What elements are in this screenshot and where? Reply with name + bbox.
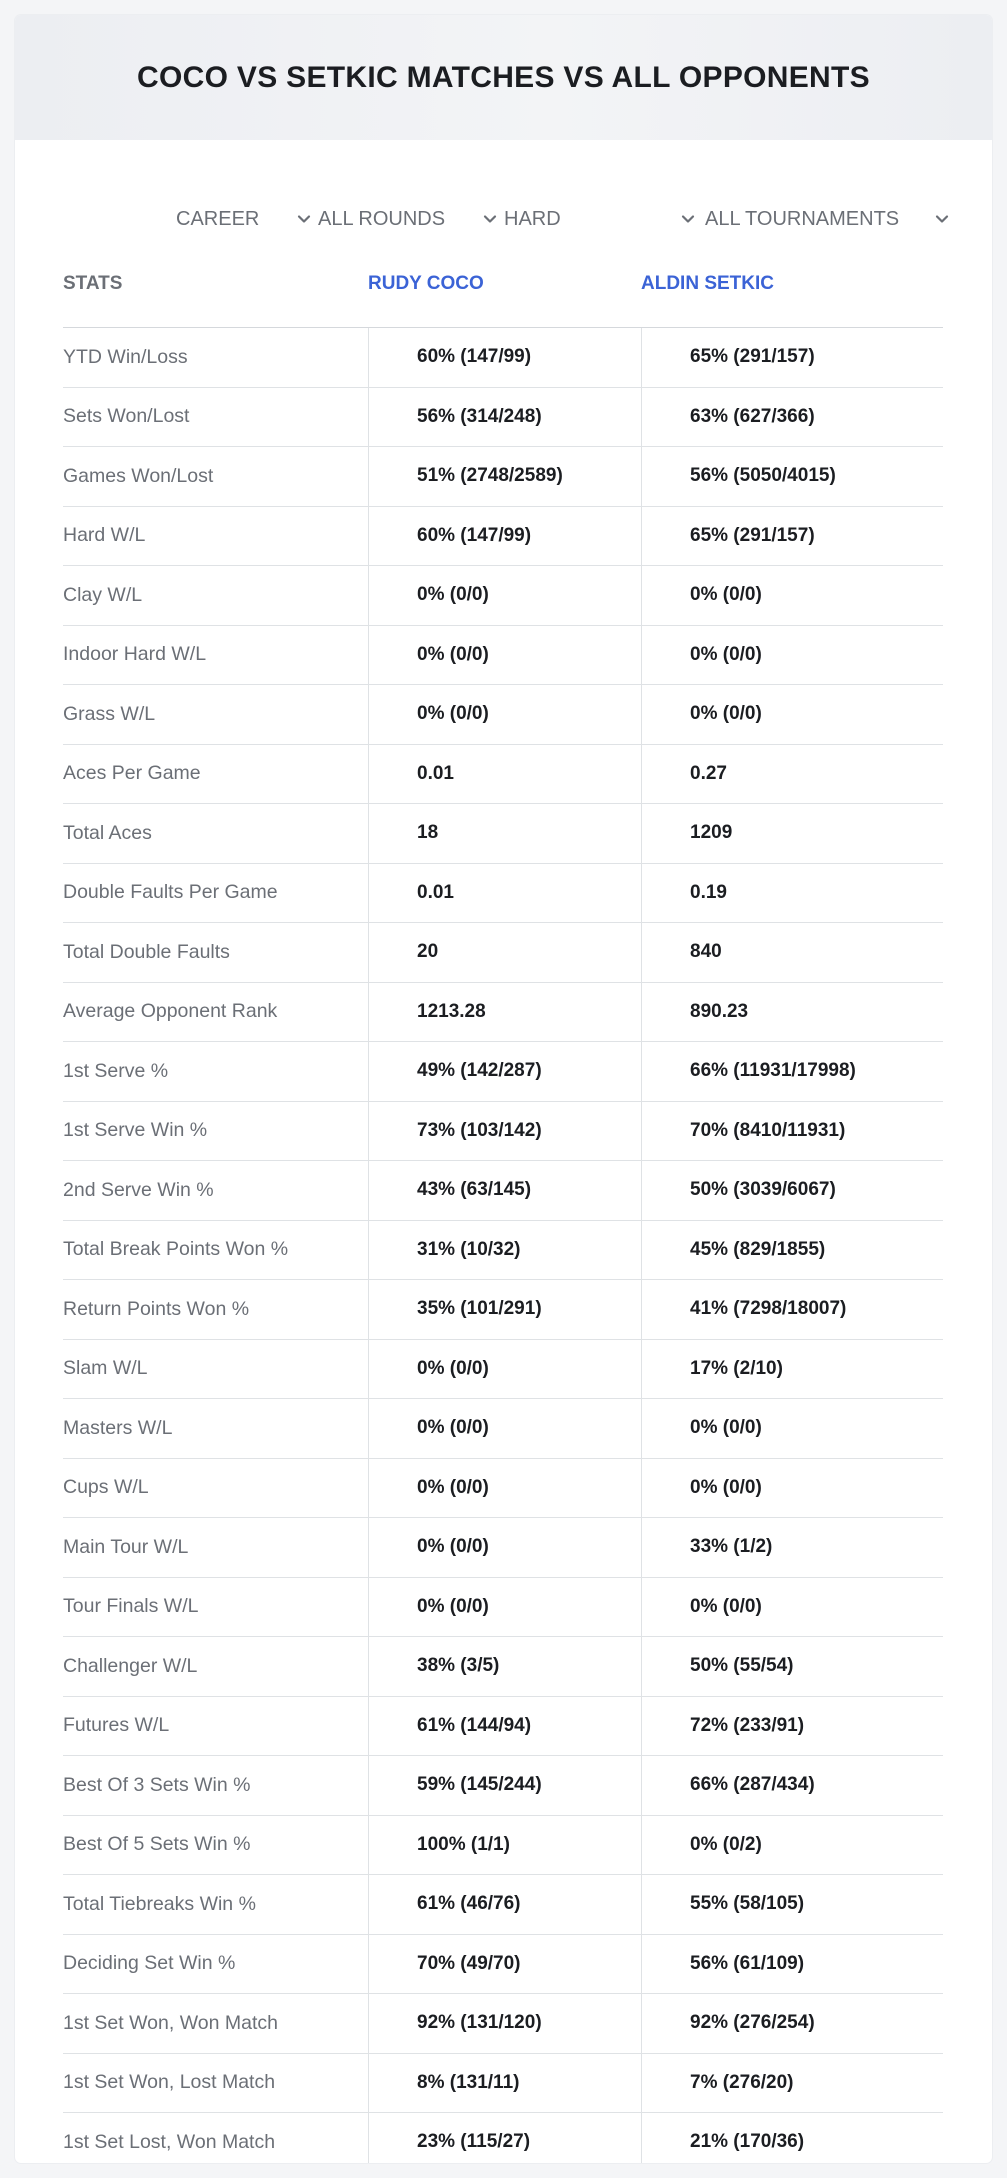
player1-value: 0% (0/0) bbox=[368, 1340, 641, 1399]
player1-value: 0% (0/0) bbox=[368, 566, 641, 625]
table-row bbox=[63, 2054, 943, 2114]
player2-value: 890.23 bbox=[641, 983, 943, 1042]
player1-value: 23% (115/27) bbox=[368, 2113, 641, 2163]
column-header-player2-link[interactable]: ALDIN SETKIC bbox=[641, 273, 774, 294]
stat-label: 1st Set Lost, Won Match bbox=[63, 2130, 276, 2153]
filter-surface-select[interactable] bbox=[504, 193, 696, 245]
table-row bbox=[63, 447, 943, 507]
stat-label: Double Faults Per Game bbox=[63, 881, 278, 904]
table-row bbox=[63, 1280, 943, 1340]
chevron-down-icon bbox=[934, 211, 950, 227]
player1-value: 20 bbox=[368, 923, 641, 982]
player2-value: 0% (0/0) bbox=[641, 626, 943, 685]
stat-label: Cups W/L bbox=[63, 1476, 149, 1499]
stat-label: Main Tour W/L bbox=[63, 1535, 189, 1558]
table-row bbox=[63, 1637, 943, 1697]
stat-label: 1st Serve Win % bbox=[63, 1119, 208, 1142]
stat-label: 2nd Serve Win % bbox=[63, 1178, 214, 1201]
player2-value: 0% (0/0) bbox=[641, 1459, 943, 1518]
stat-label: YTD Win/Loss bbox=[63, 345, 188, 368]
player1-value: 61% (46/76) bbox=[368, 1875, 641, 1934]
table-row bbox=[63, 1518, 943, 1578]
stat-label: 1st Set Won, Won Match bbox=[63, 2011, 278, 2034]
table-row bbox=[63, 1935, 943, 1995]
player1-value: 51% (2748/2589) bbox=[368, 447, 641, 506]
player2-value: 840 bbox=[641, 923, 943, 982]
player1-value: 0% (0/0) bbox=[368, 1518, 641, 1577]
player2-value: 17% (2/10) bbox=[641, 1340, 943, 1399]
stat-label: Aces Per Game bbox=[63, 762, 201, 785]
filter-bar bbox=[15, 193, 992, 245]
stat-label: Tour Finals W/L bbox=[63, 1595, 199, 1618]
player2-value: 0.19 bbox=[641, 864, 943, 923]
player2-value: 21% (170/36) bbox=[641, 2113, 943, 2163]
player1-value: 49% (142/287) bbox=[368, 1042, 641, 1101]
stat-label: Total Tiebreaks Win % bbox=[63, 1892, 256, 1915]
player2-value: 66% (287/434) bbox=[641, 1756, 943, 1815]
stat-label: 1st Set Won, Lost Match bbox=[63, 2071, 276, 2094]
table-row bbox=[63, 1221, 943, 1281]
table-row bbox=[63, 745, 943, 805]
stat-label: Total Double Faults bbox=[63, 940, 230, 963]
table-row bbox=[63, 1161, 943, 1221]
table-row bbox=[63, 1399, 943, 1459]
player2-value: 70% (8410/11931) bbox=[641, 1102, 943, 1161]
player2-value: 0% (0/0) bbox=[641, 566, 943, 625]
player1-value: 31% (10/32) bbox=[368, 1221, 641, 1280]
filter-label: ALL ROUNDS bbox=[318, 207, 446, 230]
table-row bbox=[63, 864, 943, 924]
table-row bbox=[63, 804, 943, 864]
stats-card bbox=[15, 15, 992, 2163]
player1-value: 92% (131/120) bbox=[368, 1994, 641, 2053]
table-header bbox=[63, 255, 943, 328]
player2-value: 33% (1/2) bbox=[641, 1518, 943, 1577]
player2-value: 66% (11931/17998) bbox=[641, 1042, 943, 1101]
player2-value: 55% (58/105) bbox=[641, 1875, 943, 1934]
player2-value: 0% (0/0) bbox=[641, 685, 943, 744]
stat-label: Games Won/Lost bbox=[63, 464, 214, 487]
stat-label: 1st Serve % bbox=[63, 1059, 169, 1082]
player2-value: 72% (233/91) bbox=[641, 1697, 943, 1756]
table-row bbox=[63, 1756, 943, 1816]
table-row bbox=[63, 983, 943, 1043]
stat-label: Futures W/L bbox=[63, 1714, 170, 1737]
player1-value: 43% (63/145) bbox=[368, 1161, 641, 1220]
player2-value: 45% (829/1855) bbox=[641, 1221, 943, 1280]
player1-value: 18 bbox=[368, 804, 641, 863]
player2-value: 56% (61/109) bbox=[641, 1935, 943, 1994]
stat-label: Indoor Hard W/L bbox=[63, 643, 207, 666]
player1-value: 0% (0/0) bbox=[368, 685, 641, 744]
player1-value: 0.01 bbox=[368, 745, 641, 804]
table-row bbox=[63, 388, 943, 448]
chevron-down-icon bbox=[680, 211, 696, 227]
chevron-down-icon bbox=[482, 211, 498, 227]
player2-value: 7% (276/20) bbox=[641, 2054, 943, 2113]
stat-label: Deciding Set Win % bbox=[63, 1952, 236, 1975]
table-row bbox=[63, 566, 943, 626]
table-row bbox=[63, 923, 943, 983]
player2-value: 65% (291/157) bbox=[641, 328, 943, 387]
player1-value: 73% (103/142) bbox=[368, 1102, 641, 1161]
player1-value: 0% (0/0) bbox=[368, 626, 641, 685]
player2-value: 0% (0/0) bbox=[641, 1578, 943, 1637]
table-row bbox=[63, 685, 943, 745]
player1-value: 61% (144/94) bbox=[368, 1697, 641, 1756]
player1-value: 100% (1/1) bbox=[368, 1816, 641, 1875]
table-row bbox=[63, 1994, 943, 2054]
filter-rounds-select[interactable] bbox=[318, 193, 498, 245]
player2-value: 65% (291/157) bbox=[641, 507, 943, 566]
filter-label: ALL TOURNAMENTS bbox=[705, 207, 900, 230]
player2-value: 0% (0/0) bbox=[641, 1399, 943, 1458]
player1-value: 0.01 bbox=[368, 864, 641, 923]
player2-value: 0.27 bbox=[641, 745, 943, 804]
stat-label: Best Of 5 Sets Win % bbox=[63, 1833, 251, 1856]
table-row bbox=[63, 1816, 943, 1876]
stat-label: Slam W/L bbox=[63, 1357, 148, 1380]
column-header-player1-link[interactable]: RUDY COCO bbox=[368, 273, 484, 294]
table-row bbox=[63, 507, 943, 567]
player1-value: 59% (145/244) bbox=[368, 1756, 641, 1815]
player1-value: 70% (49/70) bbox=[368, 1935, 641, 1994]
table-row bbox=[63, 328, 943, 388]
stat-label: Total Aces bbox=[63, 821, 152, 844]
player1-value: 0% (0/0) bbox=[368, 1578, 641, 1637]
stat-label: Clay W/L bbox=[63, 583, 143, 606]
stats-table bbox=[63, 255, 943, 2163]
player1-value: 60% (147/99) bbox=[368, 328, 641, 387]
player1-value: 38% (3/5) bbox=[368, 1637, 641, 1696]
filter-career-select[interactable] bbox=[176, 193, 312, 245]
player2-value: 50% (3039/6067) bbox=[641, 1161, 943, 1220]
player1-value: 60% (147/99) bbox=[368, 507, 641, 566]
table-body bbox=[63, 328, 943, 2163]
player1-value: 0% (0/0) bbox=[368, 1459, 641, 1518]
player1-value: 1213.28 bbox=[368, 983, 641, 1042]
filter-label: HARD bbox=[504, 207, 561, 230]
chevron-down-icon bbox=[296, 211, 312, 227]
stat-label: Total Break Points Won % bbox=[63, 1238, 289, 1261]
table-row bbox=[63, 1875, 943, 1935]
player2-value: 63% (627/366) bbox=[641, 388, 943, 447]
table-row bbox=[63, 1459, 943, 1519]
player1-value: 8% (131/11) bbox=[368, 2054, 641, 2113]
filter-tournaments-select[interactable] bbox=[705, 193, 950, 245]
stat-label: Best Of 3 Sets Win % bbox=[63, 1773, 251, 1796]
player2-value: 1209 bbox=[641, 804, 943, 863]
player2-value: 92% (276/254) bbox=[641, 1994, 943, 2053]
card-header bbox=[15, 15, 992, 140]
player1-value: 0% (0/0) bbox=[368, 1399, 641, 1458]
table-row bbox=[63, 1042, 943, 1102]
column-header-stats: STATS bbox=[63, 273, 123, 294]
table-row bbox=[63, 1102, 943, 1162]
stat-label: Hard W/L bbox=[63, 524, 146, 547]
player2-value: 50% (55/54) bbox=[641, 1637, 943, 1696]
player1-value: 35% (101/291) bbox=[368, 1280, 641, 1339]
stat-label: Masters W/L bbox=[63, 1416, 173, 1439]
stat-label: Grass W/L bbox=[63, 702, 156, 725]
stat-label: Average Opponent Rank bbox=[63, 1000, 278, 1023]
stat-label: Challenger W/L bbox=[63, 1654, 198, 1677]
table-row bbox=[63, 1340, 943, 1400]
table-row bbox=[63, 2113, 943, 2163]
filter-label: CAREER bbox=[176, 207, 260, 230]
player1-value: 56% (314/248) bbox=[368, 388, 641, 447]
stat-label: Return Points Won % bbox=[63, 1297, 250, 1320]
page-title: COCO VS SETKIC MATCHES VS ALL OPPONENTS bbox=[137, 60, 870, 94]
table-row bbox=[63, 1578, 943, 1638]
table-row bbox=[63, 1697, 943, 1757]
player2-value: 0% (0/2) bbox=[641, 1816, 943, 1875]
stat-label: Sets Won/Lost bbox=[63, 405, 190, 428]
table-row bbox=[63, 626, 943, 686]
player2-value: 41% (7298/18007) bbox=[641, 1280, 943, 1339]
player2-value: 56% (5050/4015) bbox=[641, 447, 943, 506]
